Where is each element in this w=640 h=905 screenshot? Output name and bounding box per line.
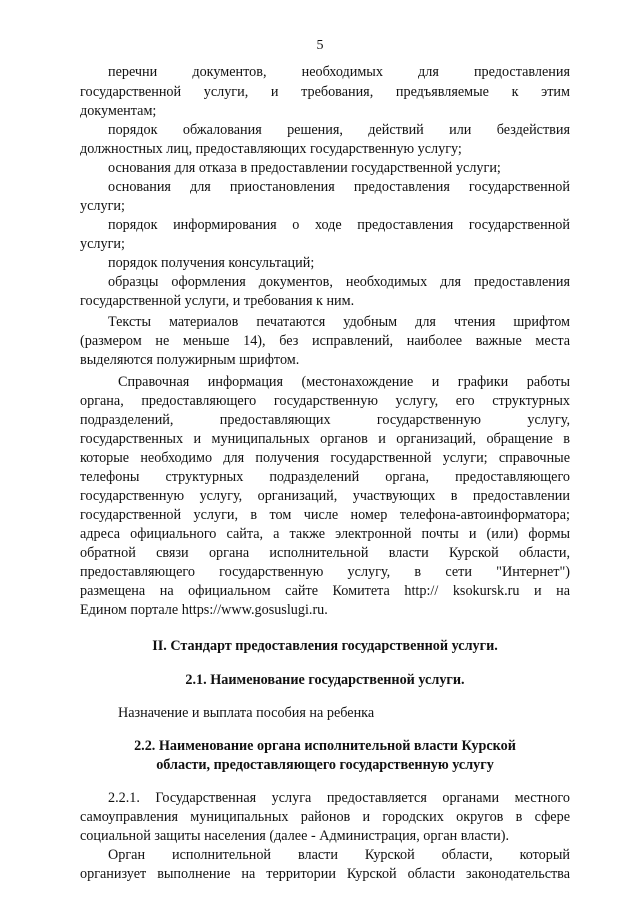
text-line: органа, предоставляющего государственную услугу, его структурных bbox=[80, 393, 570, 409]
text-line: телефоны структурных подразделений органа, предоставляющего bbox=[80, 469, 570, 485]
subsection-heading: 2.1. Наименование государственной услуги. bbox=[185, 672, 465, 688]
text-line: Справочная информация (местонахождение и графики работы bbox=[118, 374, 570, 390]
text-line: документам; bbox=[80, 103, 157, 119]
section-heading: II. Стандарт предоставления государственной услуги. bbox=[152, 638, 498, 654]
text-line: подразделений, предоставляющих государственную услугу, bbox=[80, 412, 570, 428]
text-line: выделяются полужирным шрифтом. bbox=[80, 352, 300, 368]
text-line: основания для отказа в предоставлении государственной услуги; bbox=[108, 160, 501, 176]
text-line: государственной услуги, в том числе номер телефона-автоинформатора; bbox=[80, 507, 570, 523]
text-line: основания для приостановления предоставления государственной bbox=[108, 179, 570, 195]
text-line: предоставляющего государственную услугу, в сети "Интернет") bbox=[80, 564, 570, 580]
service-name: Назначение и выплата пособия на ребенка bbox=[118, 705, 375, 721]
text-line: порядок получения консультаций; bbox=[108, 255, 315, 271]
text-line: государственной услуги, и требования к ним. bbox=[80, 293, 355, 309]
text-line: услуги; bbox=[80, 236, 125, 252]
text-line: порядок обжалования решения, действий или бездействия bbox=[108, 122, 570, 138]
text-line: должностных лиц, предоставляющих государственную услугу; bbox=[80, 141, 462, 157]
text-line: образцы оформления документов, необходимых для предоставления bbox=[108, 274, 570, 290]
text-line: организует выполнение на территории Курской области законодательства bbox=[80, 866, 570, 882]
text-line: Орган исполнительной власти Курской области, который bbox=[108, 847, 570, 863]
subsection-heading: области, предоставляющего государственную услугу bbox=[156, 757, 494, 773]
text-line: порядок информирования о ходе предоставления государственной bbox=[108, 217, 570, 233]
text-line: обратной связи органа исполнительной власти Курской области, bbox=[80, 545, 570, 561]
text-line: 2.2.1. Государственная услуга предоставляется органами местного bbox=[108, 790, 570, 806]
page-number: 5 bbox=[316, 38, 324, 53]
text-line: размещена на официальном сайте Комитета http:// ksokursk.ru и на bbox=[80, 583, 570, 599]
text-line: социальной защиты населения (далее - Администрация, орган власти). bbox=[80, 828, 509, 844]
text-line: Тексты материалов печатаются удобным для чтения шрифтом bbox=[108, 314, 570, 330]
text-line: государственную услугу, организаций, участвующих в предоставлении bbox=[80, 488, 570, 504]
text-line: (размером не меньше 14), без исправлений, наиболее важные места bbox=[80, 333, 570, 349]
text-line: которые необходимо для получения государственной услуги; справочные bbox=[80, 450, 570, 466]
text-line: государственных и муниципальных органов и организаций, обращение в bbox=[80, 431, 570, 447]
text-line: самоуправления муниципальных районов и городских округов в сфере bbox=[80, 809, 570, 825]
text-line: Едином портале https://www.gosuslugi.ru. bbox=[80, 602, 328, 618]
text-line: услуги; bbox=[80, 198, 125, 214]
text-line: перечни документов, необходимых для предоставления bbox=[108, 64, 570, 80]
text-line: адреса официального сайта, а также электронной почты и (или) формы bbox=[80, 526, 570, 542]
subsection-heading: 2.2. Наименование органа исполнительной власти Курской bbox=[134, 738, 516, 754]
text-line: государственной услуги, и требования, предъявляемые к этим bbox=[80, 84, 570, 100]
